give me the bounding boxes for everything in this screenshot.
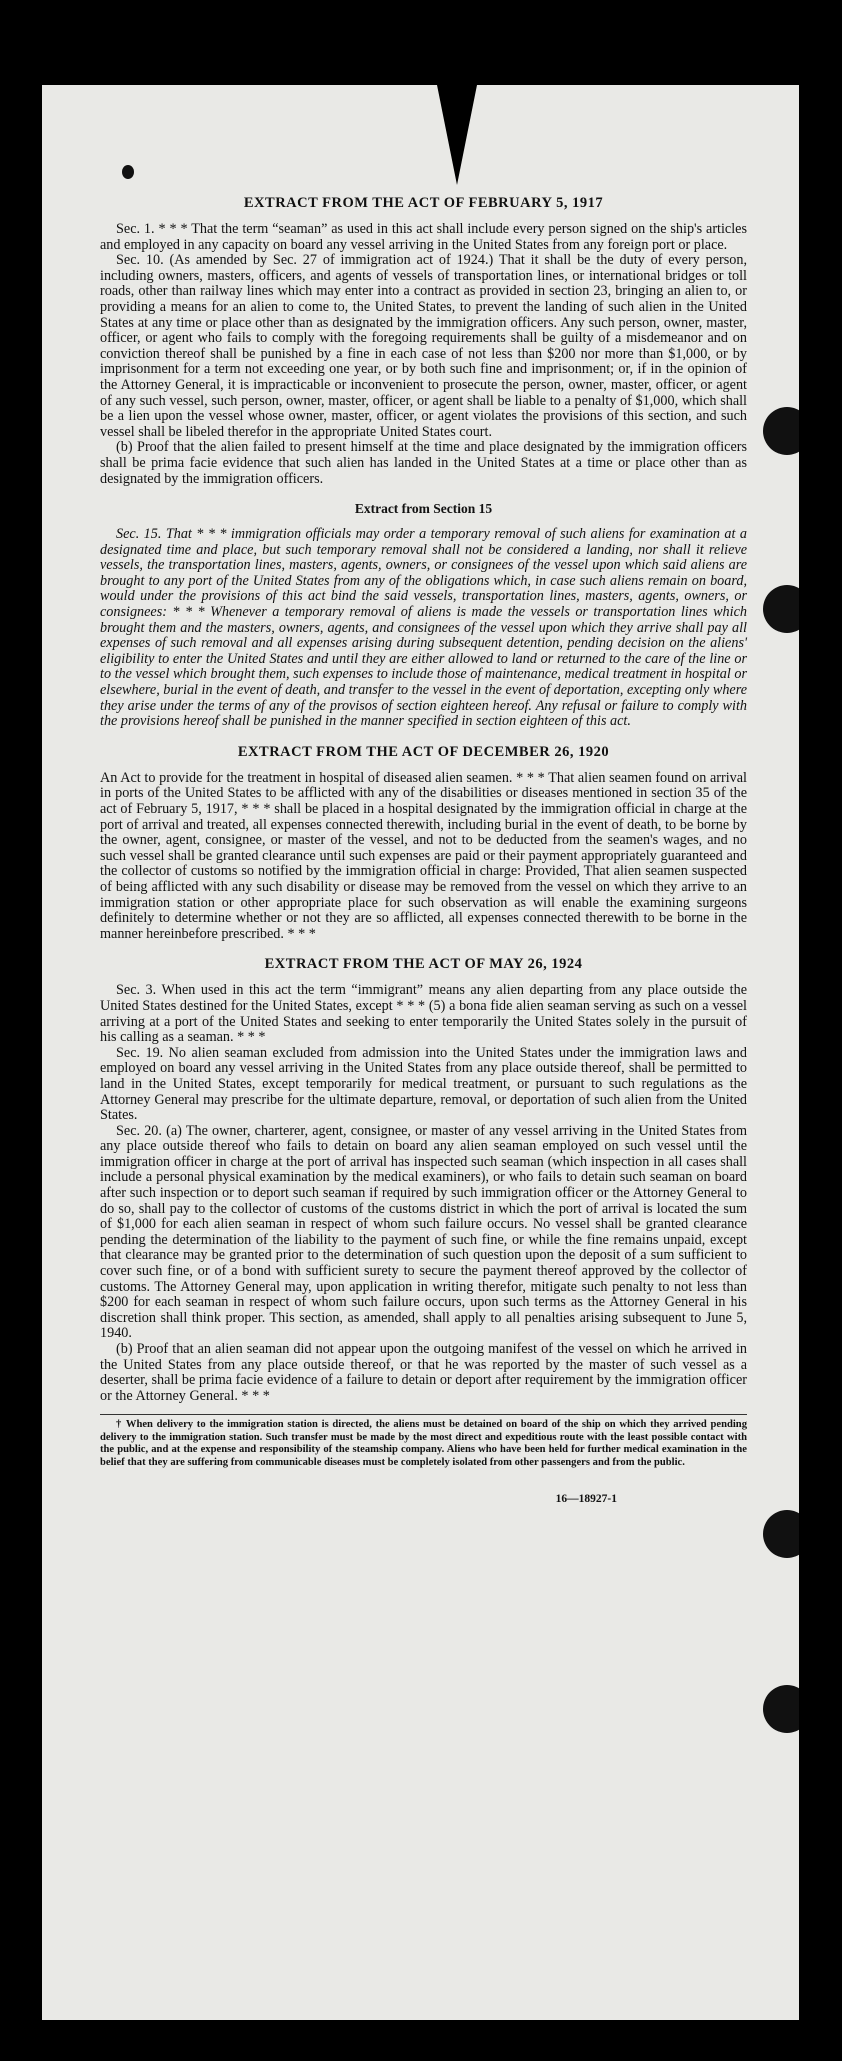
heading-act-1924: EXTRACT FROM THE ACT OF MAY 26, 1924 bbox=[264, 956, 583, 973]
paragraph: (b) Proof that an alien seaman did not appear upon the outgoing manifest of the vessel on which he arrived in the United States from any place outside thereof, or that he was reported by the master of such vessel as a deserter, shall be prima facie evidence of a failure to detain or deport after requirement by the immigration officer or the Attorney General. * * * bbox=[100, 1341, 747, 1404]
document-page bbox=[42, 85, 799, 2020]
subheading-section-15: Extract from Section 15 bbox=[354, 501, 493, 517]
tear-mark bbox=[437, 85, 477, 185]
footnote: † When delivery to the immigration station is directed, the aliens must be detained on board of the ship on which they arrived pending delivery to the immigration station. Such transfer must be made by the most direct and expeditious route with the least possible contact with the public, and at the expense and responsibility of the steamship company. Aliens who have been held for further medical examination in the belief that they are suffering from communicable diseases must be completely isolated from other passengers and from the public. bbox=[100, 1419, 747, 1468]
ink-speck bbox=[122, 165, 134, 179]
paragraph: (b) Proof that the alien failed to present himself at the time and place designated by the immigration officers shall be prima facie evidence that such alien has landed in the United States at a time or place other than as designated by the immigration officers. bbox=[100, 439, 747, 487]
paragraph: Sec. 10. (As amended by Sec. 27 of immigration act of 1924.) That it shall be the duty of every person, including owners, masters, officers, and agents of vessels of transportation lines, or international bridges or toll roads, other than railway lines which may enter into a contract as provided in section 23, bringing an alien to, or providing a means for an alien to come to, the United States, to prevent the landing of such alien in the United States at any time or place other than as designated by the immigration officers. Any such person, owner, master, officer, or agent who fails to comply with the foregoing requirements shall be guilty of a misdemeanor and on conviction thereof shall be punished by a fine in each case of not less than $200 nor more than $1,000, or by imprisonment for a term not exceeding one year, or by both such fine and imprisonment; or, if in the opinion of the Attorney General, it is impracticable or inconvenient to prosecute the person, owner, master, officer, or agent of any such vessel, such person, owner, master, officer, or agent shall be liable to a penalty of $1,000, which shall be a lien upon the vessel whose owner, master, officer, or agent violates the provisions of this section, and such vessel shall be libeled therefor in the appropriate United States court. bbox=[100, 252, 747, 440]
paragraph: Sec. 20. (a) The owner, charterer, agent, consignee, or master of any vessel arriving in the United States from any place outside thereof who fails to detain on board any alien seaman employed on such vessel until the immigration officer in charge at the port of arrival has inspected such seaman (which inspection in all cases shall include a personal physical examination by the medical examiners), or who fails to detain such seaman on board after such inspection or to deport such seaman if required by such immigration officer or the Attorney General to do so, shall pay to the collector of customs of the customs district in which the port of arrival is located the sum of $1,000 for each alien seaman in respect of whom such failure occurs. No vessel shall be granted clearance pending the determination of the liability to the payment of such fine, or while the fine remains unpaid, except that clearance may be granted prior to the determination of such question upon the deposit of a sum sufficient to cover such fine, or of a bond with sufficient surety to secure the payment thereof approved by the collector of customs. The Attorney General may, upon application in writing therefor, mitigate such penalty to not less than $200 for each seaman in respect of whom such failure occurs, upon such terms as the Attorney General in his discretion shall think proper. This section, as amended, shall apply to all penalties arising subsequent to June 5, 1940. bbox=[100, 1122, 747, 1342]
footnote-rule bbox=[100, 1414, 747, 1415]
paragraph: Sec. 3. When used in this act the term “immigrant” means any alien departing from any place outside the United States destined for the United States, except * * * (5) a bona fide alien seaman serving as such on a vessel arriving at a port of the United States and seeking to enter temporarily the United States solely in the pursuit of his calling as a seaman. * * * bbox=[100, 982, 747, 1046]
paragraph: Sec. 19. No alien seaman excluded from admission into the United States under the immigration laws and employed on board any vessel arriving in the United States from any place outside thereof, shall be permitted to land in the United States, except temporarily for medical treatment, or pursuant to such regulations as the Attorney General may prescribe for the ultimate departure, removal, or deportation of such alien from the United States. bbox=[100, 1044, 747, 1124]
punch-hole bbox=[763, 407, 799, 455]
punch-hole bbox=[763, 585, 799, 633]
paragraph-section-15: Sec. 15. That * * * immigration officials may order a temporary removal of such aliens for examination at a designated time and place, but such temporary removal shall not be considered a landing, nor shall it relieve vessels, the transportation lines, masters, agents, owners, or consignees of the vessel upon which said aliens are brought to any port of the United States from any of the obligations which, in case such aliens remain on board, would under the provisions of this act bind the said vessels, transportation lines, masters, agents, owners, or consignees: * * * Whenever a temporary removal of aliens is made the vessels or transportation lines which brought them and the masters, owners, agents, and consignees of the vessel upon which they arrive shall pay all expenses of such removal and all expenses arising during subsequent detention, pending decision on the aliens' eligibility to enter the United States and until they are either allowed to land or returned to the care of the line or to the vessel which brought them, such expenses to include those of maintenance, medical treatment in hospital or elsewhere, burial in the event of death, and transfer to the vessel in the event of deportation, excepting only where they arise under the terms of any of the provisos of section eighteen hereof. Any refusal or failure to comply with the provisions hereof shall be punished in the manner specified in section eighteen of this act. bbox=[100, 526, 747, 730]
heading-act-1917: EXTRACT FROM THE ACT OF FEBRUARY 5, 1917 bbox=[243, 195, 604, 211]
punch-hole bbox=[763, 1685, 799, 1733]
paragraph-act-1920: An Act to provide for the treatment in hospital of diseased alien seamen. * * * That alien seamen found on arrival in ports of the United States to be afflicted with any of the disabilities or diseases mentioned in section 35 of the act of February 5, 1917, * * * shall be placed in a hospital designated by the immigration official in charge at the port of arrival and treated, all expenses connected therewith, including burial in the event of death, to be borne by the owner, agent, consignee, or master of the vessel, and not to be deducted from the seamen's wages, and no such vessel shall be granted clearance until such expenses are paid or their payment appropriately guaranteed and the collector of customs so notified by the immigration official in charge: Provided, That alien seamen suspected of being afflicted with any such disability or disease may be removed from the vessel on which they arrive to an immigration station or other appropriate place for such observation as will enable the examining surgeons definitely to determine whether or not they are so afflicted, all expenses connected therewith to be borne in the manner hereinbefore prescribed. * * * bbox=[100, 769, 747, 942]
paragraph: Sec. 1. * * * That the term “seaman” as used in this act shall include every person signed on the ship's articles and employed in any capacity on board any vessel arriving in the United States from any foreign port or place. bbox=[100, 221, 747, 253]
punch-hole bbox=[763, 1510, 799, 1558]
document-number: 16—18927-1 bbox=[555, 1493, 617, 1505]
heading-act-1920: EXTRACT FROM THE ACT OF DECEMBER 26, 1920 bbox=[237, 743, 610, 760]
